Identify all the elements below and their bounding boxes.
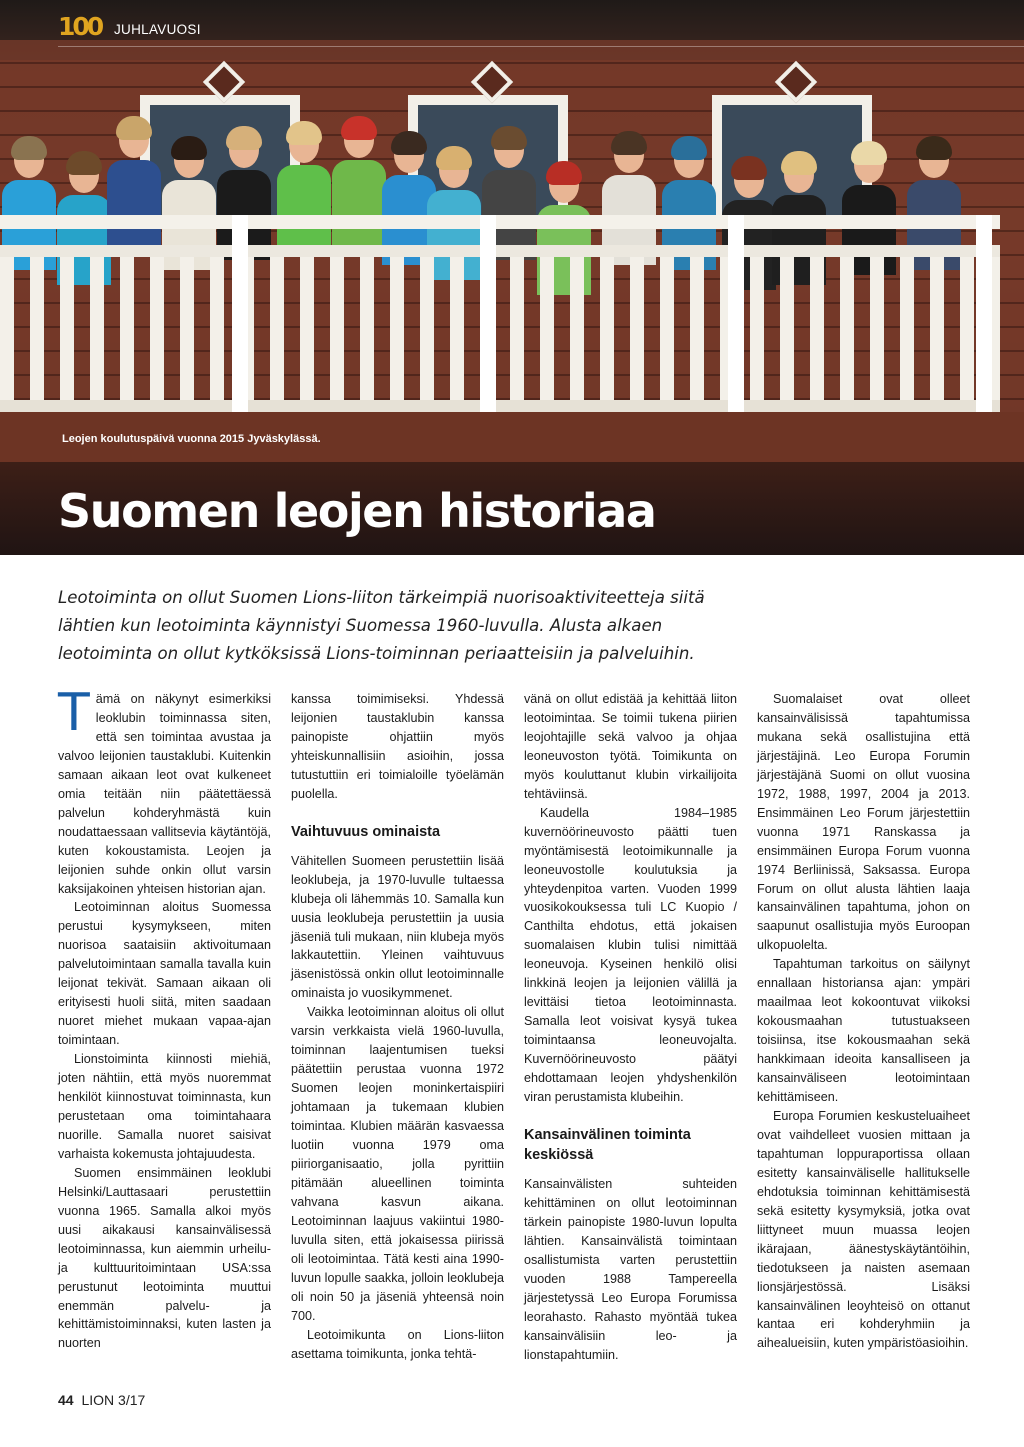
text-column-2 [291,690,504,1363]
paragraph: Leotoimikunta on Lions-liiton asettama toimikunta, jonka tehtä- [291,1327,504,1361]
paragraph: Europa Forumien keskusteluaiheet ovat vaihdelleet vuosien mittaan ja tapahtuman loppuraportissa ollaan esitetty kansainväliselle hallitukselle ehdotuksia toiminnan kehittämisestä sekä esitetty kysymyksiä, jotka ovat liittyneet muun muassa leojen ikärajaan, äänestyskäytäntöihin, tiedotukseen ja naisten asemaan lionsjärjestössä. Lisäksi kansainvälinen leoyhteisö on ottanut kantaa eri kohderyhmiin ja aihealueisiin, kuten ympäristöasioihin. [757,1108,970,1351]
article-lead: Leotoiminta on ollut Suomen Lions-liiton tärkeimpiä nuorisoaktiviteetteja siitä lähtien kun leotoiminta käynnistyi Suomessa 1960-luvulla. Alusta alkaen leotoiminta on ollut kytköksissä Lions-toiminnan periaatteisiin ja palveluihin. [58,588,705,663]
paragraph: Suomalaiset ovat olleet kansainvälisissä tapahtumissa mukana sekä osallistujina että järjestäjinä. Leo Europa Forumin järjestäjänä Suomi on ollut vuosina 1972, 1988, 1997, 2004 ja 2013. Ensimmäinen Leo Forum järjestettiin vuonna 1971 Ranskassa ja ensimmäinen Europa Forum vuonna 1974 Berliinissä, Saksassa. Europa Forum on ollut alusta lähtien laaja kansainvälinen tapahtuma, johon on saapunut osallistujia myös Euroopan ulkopuolelta. [757,692,970,953]
page-number: 44 [58,1392,74,1408]
balcony-railing [0,215,1000,415]
paragraph: Lionstoiminta kiinnosti miehiä, joten nähtiin, että myös nuoremmat henkilöt kiinnostuvat toiminnasta, kun perustetaan oma toimintahaara nuorille. Samalla nuoret saisivat varhaista kokemusta johtajuudesta. [58,1052,271,1161]
paragraph: Leotoiminnan aloitus Suomessa perustui kysymykseen, miten nuorisoa saataisiin aktivoitumaan palvelutoimintaan samalla tavalla kuin leijonat tekivät. Samaan aikaan oli erityisesti huoli siitä, miten saadaan nuoret miehet mukaan vapaa-ajan toimintaan. [58,900,271,1048]
paragraph: Vaikka leotoiminnan aloitus oli ollut varsin verkkaista vielä 1960-luvulla, toiminnan laajentumisen tueksi päätettiin perustaa vuonna 1972 Suomen leojen moninkertaispiiri johtamaan ja tukemaan klubien toimintaa. Klubien määrän kasvaessa luotiin vuonna 1979 oma piiriorganisaatio, jolla pyrittiin pitämään alueellinen toiminta vahvana kasvun aikana. Leotoiminnan laajuus vakiintui 1980-luvulla siten, että jokaisessa piirissä oli leotoimintaa. Tätä kesti aina 1990-luvun lopulle saakka, jolloin leoklubeja oli noin 50 ja jäseniä yhteensä noin 700. [291,1005,504,1323]
text-column-4 [757,690,970,1353]
hero-photo [0,0,1024,555]
paragraph: Tämä on näkynyt esimerkiksi leoklubin toiminnassa siten, että sen toimintaa avustaa ja valvoo leijonien taustaklubi. Kuitenkin samaan aikaan leot ovat kulkeneet omia teitään niin päätettäessä palvelun kohderyhmästä kuin noudattaessaan vallitsevia käytäntöjä, kuten kokoustamista. Leojen ja leijonien suhde onkin ollut varsin kaksijakoinen yhteisen historian ajan. [58,683,271,896]
paragraph: kanssa toimimiseksi. Yhdessä leijonien taustaklubin kanssa painopiste ohjattiin myös yhteiskunnallisiin asioihin, jossa tutustuttiin eri toimialoille työelämän puolella. [291,692,504,801]
text-column-3 [524,690,737,1365]
paragraph: Vähitellen Suomeen perustettiin lisää leoklubeja, ja 1970-luvulle tultaessa klubeja oli lähemmäs 10. Samalla kun uusia leoklubeja perustettiin ja uusia jäseniä tuli mukaan, niin klubeja myös lakkautettiin. Yleinen vaihtuvuus jäsenistössä onkin ollut leotoiminnalle ominaista jo vuosikymmenet. [291,853,504,1001]
magazine-name: LION [81,1392,115,1408]
photo-caption: Leojen koulutuspäivä vuonna 2015 Jyväskylässä. [62,433,321,445]
page-footer [58,1392,145,1408]
paragraph: Kaudella 1984–1985 kuvernöörineuvosto päätti tuen myöntämisestä leotoimikunnalle ja leoneuvostolle koulutuksia ja yhteydenpitoa varten. Vuoden 1999 vuosikokouksessa tuli LC Kuopio / Canthilta ehdotus, että jokaisen suomalaisen klubin tulisi nimittää leoneuvoja. Kyseinen henkilö olisi linkkinä leojen ja leijonien välillä ja levittäisi tietoa leotoiminnasta. Samalla leot voisivat kysyä tukea toimintaansa leoneuvojalta. Kuvernöörineuvosto päätyi ehdottamaan leojen yhdyshenkilön viran perustamista klubeihin. [524,805,737,1105]
subheading-kansainvalinen: Kansainvälinen toiminta keskiössä [524,1126,691,1163]
subheading-vaihtuvuus: Vaihtuvuus ominaista [291,823,441,840]
section-tag: JUHLAVUOSI [114,22,201,37]
issue-number: 3/17 [118,1392,146,1408]
paragraph: Kansainvälisten suhteiden kehittäminen on ollut leotoiminnan tärkein painopiste 1980-luvun lopulta lähtien. Kansainvälistä toimintaan osallistumista varten perustettiin vuoden 1988 Tampereella järjestetyssä Leo Europa Forumissa leorahasto. Rahasto myöntää tukea kansainvälisiin leo- ja lionstapahtumiin. [524,1176,737,1362]
text-column-1 [58,683,271,1353]
article-title: Suomen leojen historiaa [58,484,656,538]
paragraph: vänä on ollut edistää ja kehittää liiton leotoimintaa. Se toimii tukena piirien leojohtajille sekä valvoo ja ohjaa leoneuvoston työtä. Toimikunta on myös kouluttanut klubin virkailijoita tehtäviinsä. [524,692,737,801]
centenary-logo: 100 [58,12,102,41]
header-rule [58,46,1024,47]
paragraph: Tapahtuman tarkoitus on säilynyt ennallaan historiansa ajan: ympäri maailmaa leot kokoontuvat viikoksi kokousmaahan tutustuakseen toisiinsa, itse kokousmaahan sekä hankkimaan ideoita kansalliseen ja kansainväliseen leotoimintaan kehittämiseen. [757,957,970,1105]
drop-cap: T [58,683,90,743]
paragraph: Suomen ensimmäinen leoklubi Helsinki/Lauttasaari perustettiin vuonna 1965. Samalla alkoi myös uusi aikakausi kansainvälisessä leotoiminnassa, kun aiemmin urheilu- ja kulttuuritoimintaan USA:ssa perustunut leotoiminta muuttui enemmän palvelu- ja kehittämistoiminnaksi, kuten lasten ja nuorten [58,1165,271,1351]
